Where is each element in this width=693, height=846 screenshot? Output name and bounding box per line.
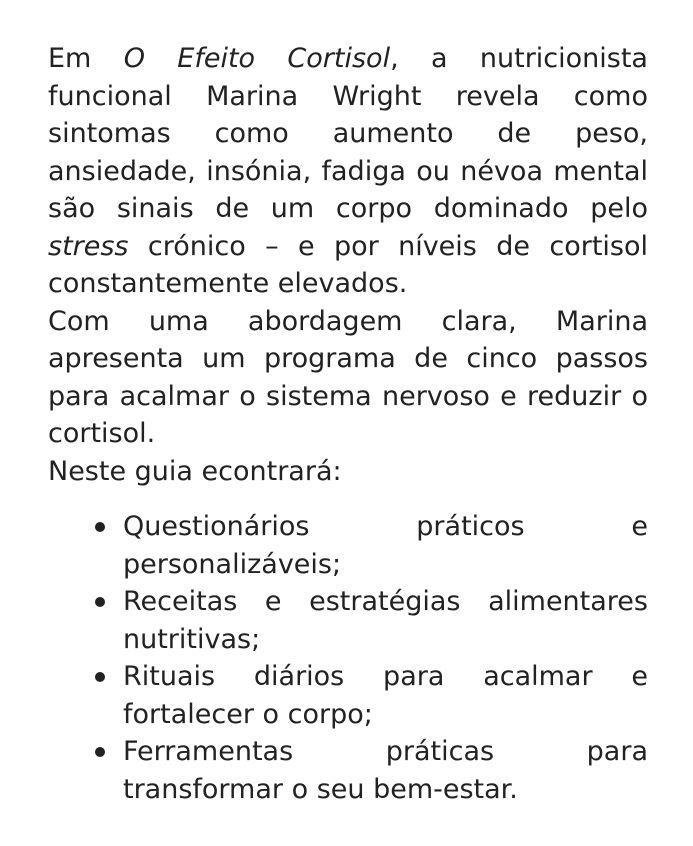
intro-text-a: , a nutricionista funcional Marina Wright revela como sintomas como aumento de peso, ansiedade, insónia, fadiga ou névoa mental são sinais de um corpo dominado pelo xyxy=(48,43,648,224)
book-description xyxy=(48,40,648,808)
approach-paragraph: Com uma abordagem clara, Marina apresenta um programa de cinco passos para acalmar o sistema nervoso e reduzir o cortisol. xyxy=(48,305,648,449)
list-item: Questionários práticos e personalizáveis; xyxy=(123,508,648,583)
intro-prefix: Em xyxy=(48,43,124,74)
list-item: Ferramentas práticas para transformar o seu bem-estar. xyxy=(123,733,648,808)
intro-text-b: crónico – e por níveis de cortisol constantemente elevados. xyxy=(48,230,648,299)
stress-term: stress xyxy=(48,230,129,262)
list-item: Receitas e estratégias alimentares nutritivas; xyxy=(123,583,648,658)
intro-paragraph xyxy=(48,40,648,303)
guide-intro: Neste guia econtrará: xyxy=(48,455,342,487)
list-item: Rituais diários para acalmar e fortalecer o corpo; xyxy=(123,658,648,733)
feature-list xyxy=(48,508,648,808)
book-title: O Efeito Cortisol xyxy=(123,43,391,74)
